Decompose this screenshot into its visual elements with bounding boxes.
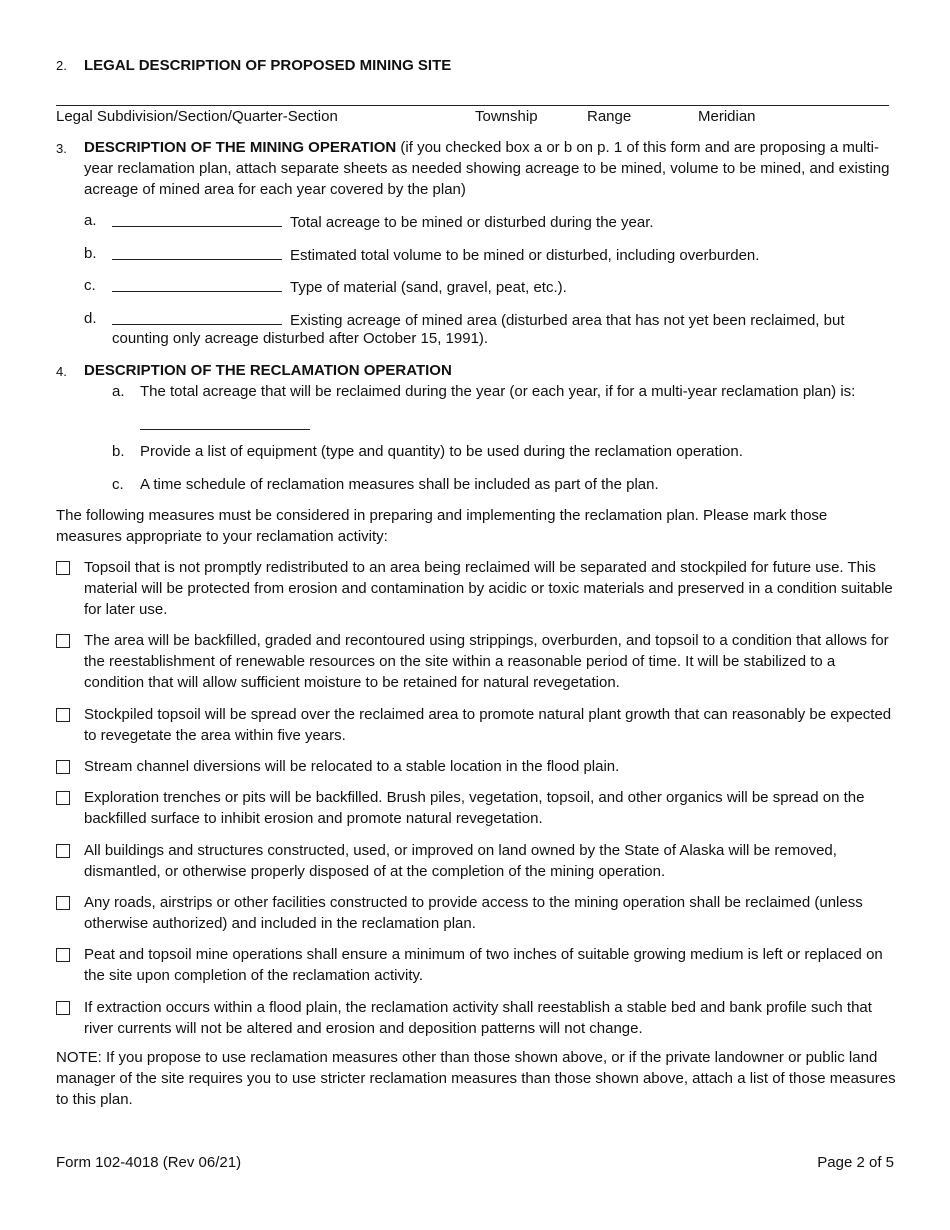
existing-acreage-field[interactable] bbox=[112, 310, 282, 325]
measure-checkbox-flood-plain[interactable] bbox=[56, 1001, 70, 1015]
item-4c-text: A time schedule of reclamation measures shall be included as part of the plan. bbox=[140, 476, 659, 493]
item-4a-text: The total acreage that will be reclaimed during the year (or each year, if for a multi-year reclamation plan) is: bbox=[140, 383, 856, 400]
section-2-title: LEGAL DESCRIPTION OF PROPOSED MINING SITE bbox=[84, 57, 452, 74]
item-3a-letter: a. bbox=[84, 212, 97, 229]
measures-intro: The following measures must be considered in preparing and implementing the reclamation plan. Please mark those measures appropriate to your reclamation activity: bbox=[56, 507, 828, 545]
measure-checkbox-exploration-trenches[interactable] bbox=[56, 791, 70, 805]
item-3b-letter: b. bbox=[84, 245, 97, 262]
material-type-field[interactable] bbox=[112, 277, 282, 292]
item-4c-letter: c. bbox=[112, 476, 124, 493]
item-3d bbox=[112, 310, 845, 329]
section-3-number: 3. bbox=[56, 141, 67, 156]
acreage-mined-field[interactable] bbox=[112, 212, 282, 227]
item-3d-text: Existing acreage of mined area (disturbed area that has not yet been reclaimed, but bbox=[290, 312, 845, 329]
measure-checkbox-spread-topsoil[interactable] bbox=[56, 708, 70, 722]
measure-text-buildings-removal: All buildings and structures constructed, used, or improved on land owned by the State of Alaska will be removed, dismantled, or otherwise properly disposed of at the completion of the mining operation. bbox=[84, 842, 837, 880]
item-3a-text: Total acreage to be mined or disturbed during the year. bbox=[290, 214, 654, 231]
column-township: Township bbox=[475, 108, 538, 125]
section-3-title: DESCRIPTION OF THE MINING OPERATION bbox=[84, 139, 397, 156]
item-4b-letter: b. bbox=[112, 443, 125, 460]
measure-checkbox-stream-diversion[interactable] bbox=[56, 760, 70, 774]
column-legal-subdivision: Legal Subdivision/Section/Quarter-Section bbox=[56, 108, 338, 125]
column-meridian: Meridian bbox=[698, 108, 756, 125]
item-3c-letter: c. bbox=[84, 277, 96, 294]
item-4a-letter: a. bbox=[112, 383, 125, 400]
column-range: Range bbox=[587, 108, 632, 125]
note-paragraph: NOTE: If you propose to use reclamation measures other than those shown above, or if the private landowner or public land manager of the site requires you to use stricter reclamation measures than those shown above, attach a list of those measures to this plan. bbox=[56, 1049, 896, 1108]
section-4-number: 4. bbox=[56, 364, 67, 379]
item-3c-text: Type of material (sand, gravel, peat, etc.). bbox=[290, 279, 567, 296]
measure-text-stream-diversion: Stream channel diversions will be relocated to a stable location in the flood plain. bbox=[84, 758, 620, 775]
footer-form-number: Form 102-4018 (Rev 06/21) bbox=[56, 1154, 242, 1171]
item-3d-letter: d. bbox=[84, 310, 97, 327]
measure-checkbox-topsoil-stockpile[interactable] bbox=[56, 561, 70, 575]
measure-checkbox-access-roads[interactable] bbox=[56, 896, 70, 910]
footer-page-number: Page 2 of 5 bbox=[817, 1154, 894, 1171]
measure-text-peat-topsoil: Peat and topsoil mine operations shall ensure a minimum of two inches of suitable growing medium is left or replaced on the site upon completion of the reclamation activity. bbox=[84, 946, 883, 984]
section-2-number: 2. bbox=[56, 58, 67, 73]
measure-text-topsoil-stockpile: Topsoil that is not promptly redistributed to an area being reclaimed will be separated and stockpiled for future use. This material will be protected from erosion and contamination by acidic or toxic materials and preserved in a condition suitable for later use. bbox=[84, 559, 893, 618]
measure-checkbox-peat-topsoil[interactable] bbox=[56, 948, 70, 962]
item-4b-text: Provide a list of equipment (type and quantity) to be used during the reclamation operation. bbox=[140, 443, 743, 460]
measure-checkbox-buildings-removal[interactable] bbox=[56, 844, 70, 858]
volume-mined-field[interactable] bbox=[112, 245, 282, 260]
measure-checkbox-backfill-grade[interactable] bbox=[56, 634, 70, 648]
item-3b bbox=[112, 245, 759, 264]
item-3c bbox=[112, 277, 567, 296]
measure-text-backfill-grade: The area will be backfilled, graded and recontoured using strippings, overburden, and topsoil to a condition that allows for the reestablishment of renewable resources on the site within a reasonable period of time. It will be stabilized to a condition that will allow sufficient moisture to be retained for natural revegetation. bbox=[84, 632, 889, 691]
measure-text-flood-plain: If extraction occurs within a flood plain, the reclamation activity shall reestablish a stable bed and bank profile such that river currents will not be altered and erosion and deposition patterns will not change. bbox=[84, 999, 872, 1037]
measure-text-access-roads: Any roads, airstrips or other facilities constructed to provide access to the mining operation shall be reclaimed (unless otherwise authorized) and included in the reclamation plan. bbox=[84, 894, 863, 932]
measure-text-exploration-trenches: Exploration trenches or pits will be backfilled. Brush piles, vegetation, topsoil, and other organics will be spread on the backfilled surface to inhibit erosion and promote natural revegetation. bbox=[84, 789, 865, 827]
measure-text-spread-topsoil: Stockpiled topsoil will be spread over the reclaimed area to promote natural plant growth that can reasonably be expected to revegetate the area within five years. bbox=[84, 706, 892, 744]
section-4-title: DESCRIPTION OF THE RECLAMATION OPERATION bbox=[84, 362, 452, 379]
section-3-heading bbox=[84, 137, 899, 200]
item-3a bbox=[112, 212, 654, 231]
reclaimed-acreage-field[interactable] bbox=[140, 429, 310, 430]
item-3b-text: Estimated total volume to be mined or disturbed, including overburden. bbox=[290, 247, 760, 264]
item-3d-text-continued: counting only acreage disturbed after October 15, 1991). bbox=[112, 330, 489, 347]
section-3-intro: (if you checked box a or b on p. 1 of this form and are proposing a multi-year reclamation plan, attach separate sheets as needed showing acreage to be mined, volume to be mined, and existing acreage of mined area for each year covered by the plan) bbox=[84, 139, 890, 198]
legal-description-field-line[interactable] bbox=[56, 105, 889, 106]
